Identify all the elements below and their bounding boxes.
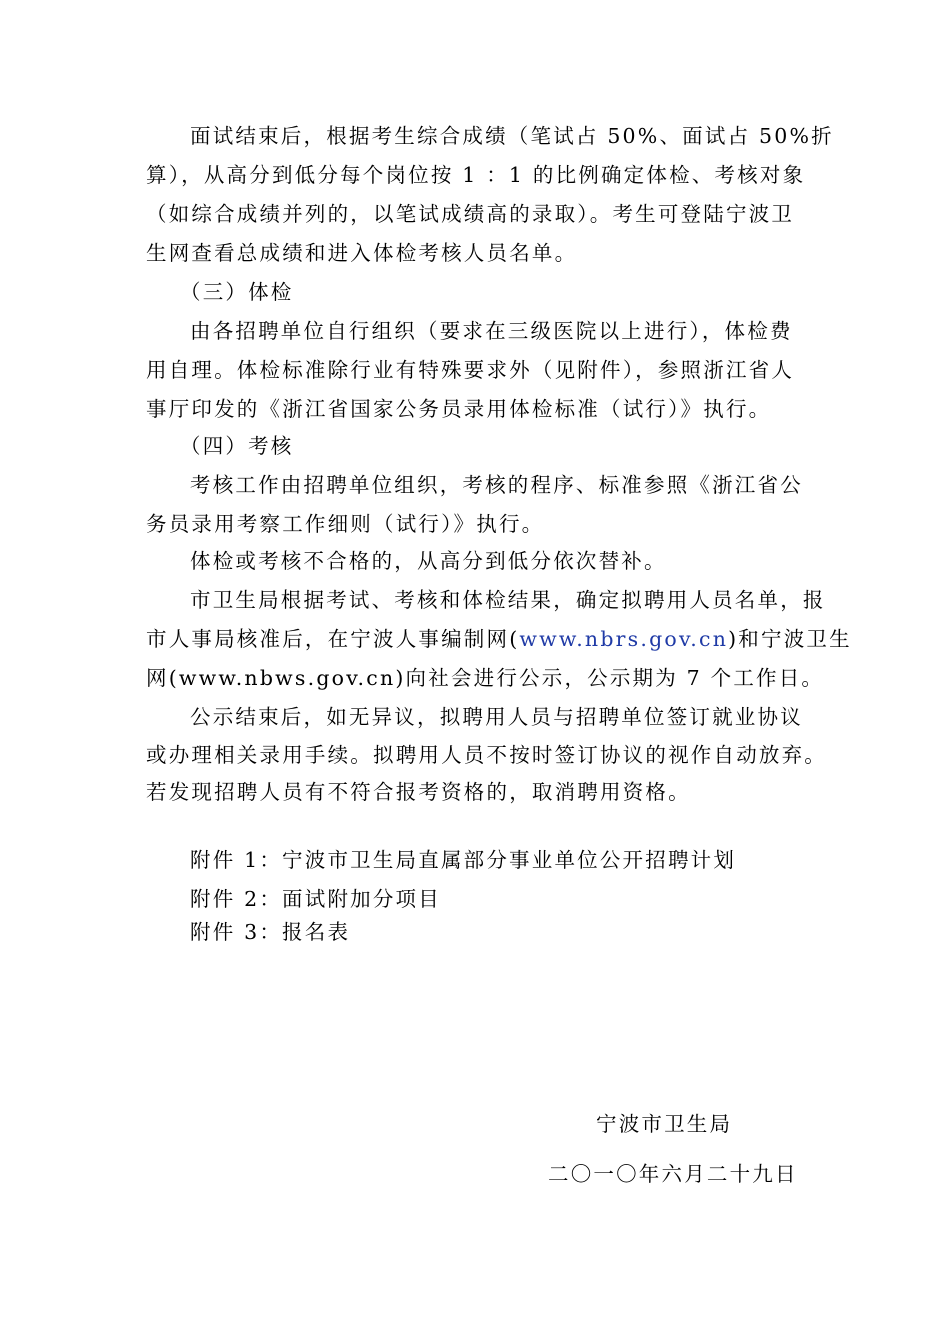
- attachment-item: 附件 1：宁波市卫生局直属部分事业单位公开招聘计划: [190, 848, 737, 872]
- paragraph-line: 若发现招聘人员有不符合报考资格的，取消聘用资格。: [146, 780, 691, 804]
- paragraph-line: 由各招聘单位自行组织（要求在三级医院以上进行），体检费: [190, 319, 793, 343]
- paragraph-line: 面试结束后，根据考生综合成绩（笔试占 50%、面试占 50%折: [190, 124, 834, 148]
- paragraph-line: 用自理。体检标准除行业有特殊要求外（见附件），参照浙江省人: [146, 358, 795, 382]
- nbrs-link[interactable]: www.nbrs.gov.cn: [519, 627, 729, 651]
- paragraph-line: 或办理相关录用手续。拟聘用人员不按时签订协议的视作自动放弃。: [146, 743, 827, 767]
- attachment-item: 附件 2：面试附加分项目: [190, 887, 441, 911]
- section-heading: （四）考核: [180, 434, 294, 458]
- signature-org: 宁波市卫生局: [596, 1112, 733, 1136]
- paragraph-line: 务员录用考察工作细则（试行）》执行。: [146, 512, 545, 536]
- paragraph-line: 算），从高分到低分每个岗位按 1 ：1 的比例确定体检、考核对象: [146, 163, 806, 187]
- paragraph-line: 体检或考核不合格的，从高分到低分依次替补。: [190, 549, 667, 573]
- paragraph-line: 事厅印发的《浙江省国家公务员录用体检标准（试行）》执行。: [146, 397, 772, 421]
- paragraph-line: 网(www.nbws.gov.cn)向社会进行公示，公示期为 7 个工作日。: [146, 666, 825, 690]
- paragraph-line: 公示结束后，如无异议，拟聘用人员与招聘单位签订就业协议: [190, 705, 803, 729]
- section-heading: （三）体检: [180, 280, 294, 304]
- attachment-item: 附件 3：报名表: [190, 920, 351, 944]
- text-segment: 市人事局核准后，在宁波人事编制网(: [146, 627, 520, 651]
- text-segment: )和宁波卫生: [728, 627, 852, 651]
- paragraph-line: （如综合成绩并列的，以笔试成绩高的录取）。考生可登陆宁波卫: [146, 202, 795, 226]
- paragraph-line: 市卫生局根据考试、考核和体检结果，确定拟聘用人员名单，报: [190, 588, 826, 612]
- paragraph-line: 考核工作由招聘单位组织，考核的程序、标准参照《浙江省公: [190, 473, 803, 497]
- paragraph-line: [146, 625, 852, 653]
- paragraph-line: 生网查看总成绩和进入体检考核人员名单。: [146, 241, 578, 265]
- signature-date: 二〇一〇年六月二十九日: [548, 1162, 798, 1186]
